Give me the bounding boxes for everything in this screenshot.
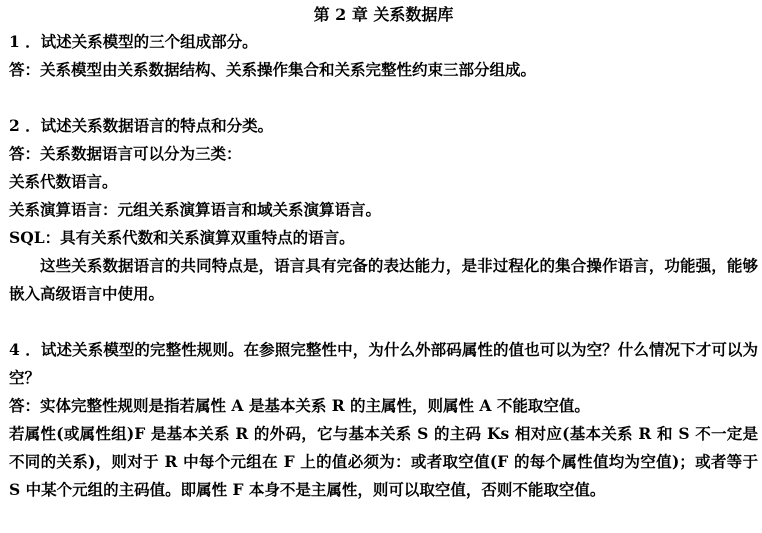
question-1: 1 ．试述关系模型的三个组成部分。 (9, 32, 258, 51)
answer-4-paragraph: 若属性(或属性组)F 是基本关系 R 的外码，它与基本关系 S 的主码 Ks 相对应(基本关系 R 和 S 不一定是不同的关系)，则对于 R 中每个元组在 F 上的值必须为：或者取空值(F 的每个属性值均为空值)；或者等于 S 中某个元组的主码值。即属性 F 本身不是主属性，则可以取空值，否则不能取空值。 (9, 424, 758, 499)
answer-2-item-3: SQL：具有关系代数和关系演算双重特点的语言。 (9, 228, 355, 247)
answer-1: 答：关系模型由关系数据结构、关系操作集合和关系完整性约束三部分组成。 (9, 60, 537, 79)
answer-2-item-2: 关系演算语言：元组关系演算语言和域关系演算语言。 (9, 200, 382, 219)
question-4: 4 ．试述关系模型的完整性规则。在参照完整性中，为什么外部码属性的值也可以为空？什么情况下才可以为空？ (9, 340, 758, 387)
answer-2-intro: 答：关系数据语言可以分为三类： (9, 144, 242, 163)
question-2: 2 ．试述关系数据语言的特点和分类。 (9, 116, 274, 135)
answer-2-item-1: 关系代数语言。 (9, 172, 118, 191)
answer-2-summary: 这些关系数据语言的共同特点是，语言具有完备的表达能力，是非过程化的集合操作语言，功能强，能够嵌入高级语言中使用。 (9, 256, 758, 303)
chapter-title: 第 2 章 关系数据库 (313, 5, 454, 24)
answer-4: 答：实体完整性规则是指若属性 A 是基本关系 R 的主属性，则属性 A 不能取空值。 (9, 396, 590, 415)
spacer (9, 308, 758, 336)
spacer (9, 84, 758, 112)
